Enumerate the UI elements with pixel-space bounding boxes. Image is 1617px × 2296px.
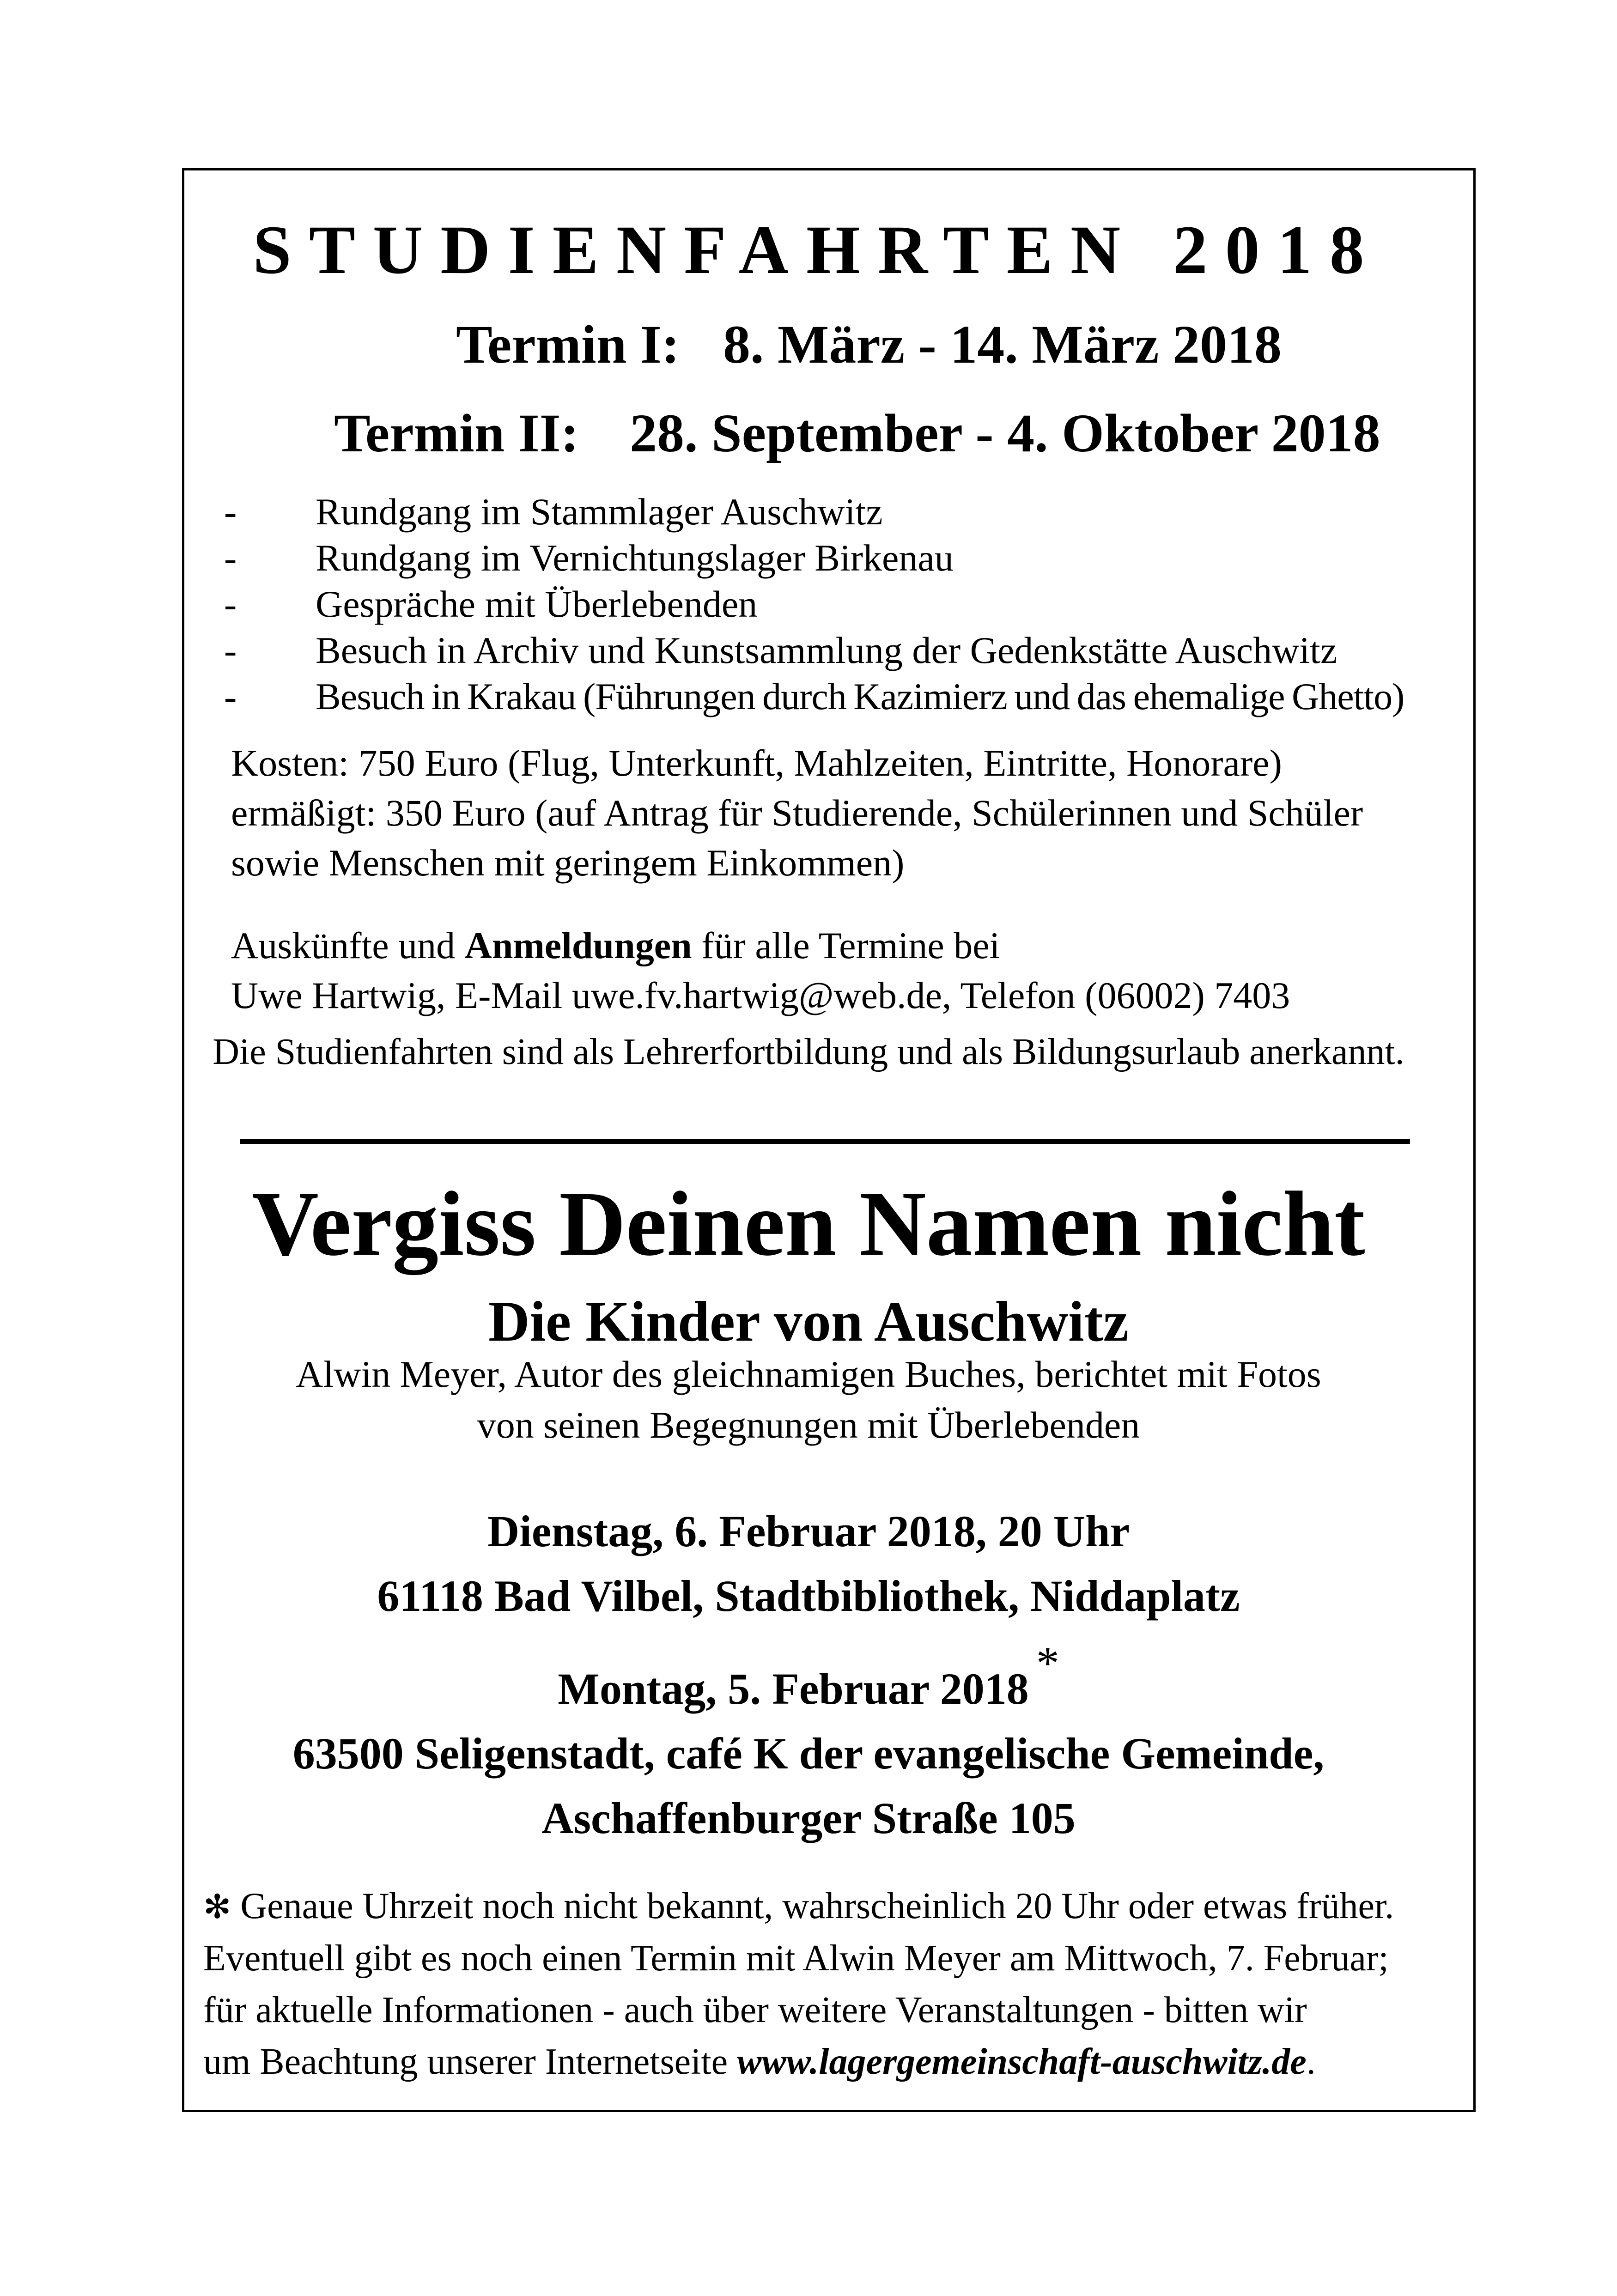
footnote xyxy=(203,1880,1394,2088)
termin-1 xyxy=(456,313,1282,376)
termin-1-dates: 8. März - 14. März 2018 xyxy=(723,314,1282,375)
list-item-text: Rundgang im Stammlager Auschwitz xyxy=(316,491,883,533)
list-item-text: Gespräche mit Überlebenden xyxy=(316,583,758,625)
recognition-note: Die Studienfahrten sind als Lehrerfortbildung und als Bildungsurlaub anerkannt. xyxy=(213,1032,1404,1072)
registration-suffix: für alle Termine bei xyxy=(692,924,1000,966)
intro-line: von seinen Begegnungen mit Überlebenden xyxy=(477,1404,1140,1446)
event-date: Montag, 5. Februar 2018 xyxy=(558,1664,1029,1713)
footnote-line: für aktuelle Informationen - auch über weitere Veranstaltungen - bitten wir xyxy=(203,1990,1307,2030)
asterisk-marker: * xyxy=(1036,1637,1059,1689)
termin-1-label: Termin I: xyxy=(456,314,680,375)
footnote-text: um Beachtung unserer Internetseite xyxy=(203,2041,737,2082)
lecture-subtitle: Die Kinder von Auschwitz xyxy=(488,1290,1129,1353)
bullet-dash: - xyxy=(224,537,237,579)
event-date-line xyxy=(0,1637,1617,1721)
costs-line: sowie Menschen mit geringem Einkommen) xyxy=(231,842,905,884)
bullet-dash: - xyxy=(224,491,237,533)
registration-prefix: Auskünfte und xyxy=(231,924,465,966)
website-link[interactable]: www.lagergemeinschaft-auschwitz.de xyxy=(737,2041,1307,2082)
bullet-dash: - xyxy=(224,675,237,717)
footnote-line xyxy=(203,2036,1394,2088)
costs-line: Kosten: 750 Euro (Flug, Unterkunft, Mahlzeiten, Eintritte, Honorare) xyxy=(231,742,1282,784)
costs-block xyxy=(231,738,1363,888)
lecture-title: Vergiss Deinen Namen nicht xyxy=(252,1173,1365,1275)
event-bad-vilbel xyxy=(0,1499,1617,1628)
footnote-text: Genaue Uhrzeit noch nicht bekannt, wahrscheinlich 20 Uhr oder etwas früher. xyxy=(231,1886,1394,1926)
footnote-text: . xyxy=(1306,2041,1316,2082)
bullet-dash: - xyxy=(224,583,237,625)
list-item xyxy=(224,489,1404,535)
footnote-line xyxy=(203,1880,1394,1932)
lecture-intro xyxy=(0,1349,1617,1451)
registration-block xyxy=(231,921,1290,1020)
registration-line xyxy=(231,921,1290,971)
costs-line: ermäßigt: 350 Euro (auf Antrag für Studierende, Schülerinnen und Schüler xyxy=(231,792,1363,834)
list-item-text: Rundgang im Vernichtungslager Birkenau xyxy=(316,537,954,579)
termin-2 xyxy=(334,402,1380,465)
event-place: 63500 Seligenstadt, café K der evangelische Gemeinde, xyxy=(292,1729,1325,1778)
event-place: 61118 Bad Vilbel, Stadtbibliothek, Niddaplatz xyxy=(377,1571,1240,1621)
list-item xyxy=(224,535,1404,581)
termin-2-dates: 28. September - 4. Oktober 2018 xyxy=(630,403,1380,463)
intro-line: Alwin Meyer, Autor des gleichnamigen Buches, berichtet mit Fotos xyxy=(296,1353,1321,1395)
event-date: Dienstag, 6. Februar 2018, 20 Uhr xyxy=(487,1506,1130,1556)
contact-line: Uwe Hartwig, E-Mail uwe.fv.hartwig@web.de, Telefon (06002) 7403 xyxy=(231,974,1290,1016)
list-item-text: Besuch in Krakau (Führungen durch Kazimierz und das ehemalige Ghetto) xyxy=(316,675,1404,717)
bullet-dash: - xyxy=(224,629,237,671)
termin-2-label: Termin II: xyxy=(334,403,579,463)
program-list xyxy=(224,489,1404,720)
section-divider xyxy=(240,1139,1410,1144)
list-item xyxy=(224,627,1404,674)
event-street: Aschaffenburger Straße 105 xyxy=(541,1793,1076,1843)
list-item xyxy=(224,581,1404,627)
asterisk-icon: ✻ xyxy=(203,1887,231,1926)
event-seligenstadt xyxy=(0,1637,1617,1851)
list-item xyxy=(224,674,1404,720)
footnote-line: Eventuell gibt es noch einen Termin mit Alwin Meyer am Mittwoch, 7. Februar; xyxy=(203,1938,1389,1979)
list-item-text: Besuch in Archiv und Kunstsammlung der Gedenkstätte Auschwitz xyxy=(316,629,1337,671)
studienfahrten-title: STUDIENFAHRTEN 2018 xyxy=(253,212,1382,288)
registration-bold: Anmeldungen xyxy=(464,924,692,966)
